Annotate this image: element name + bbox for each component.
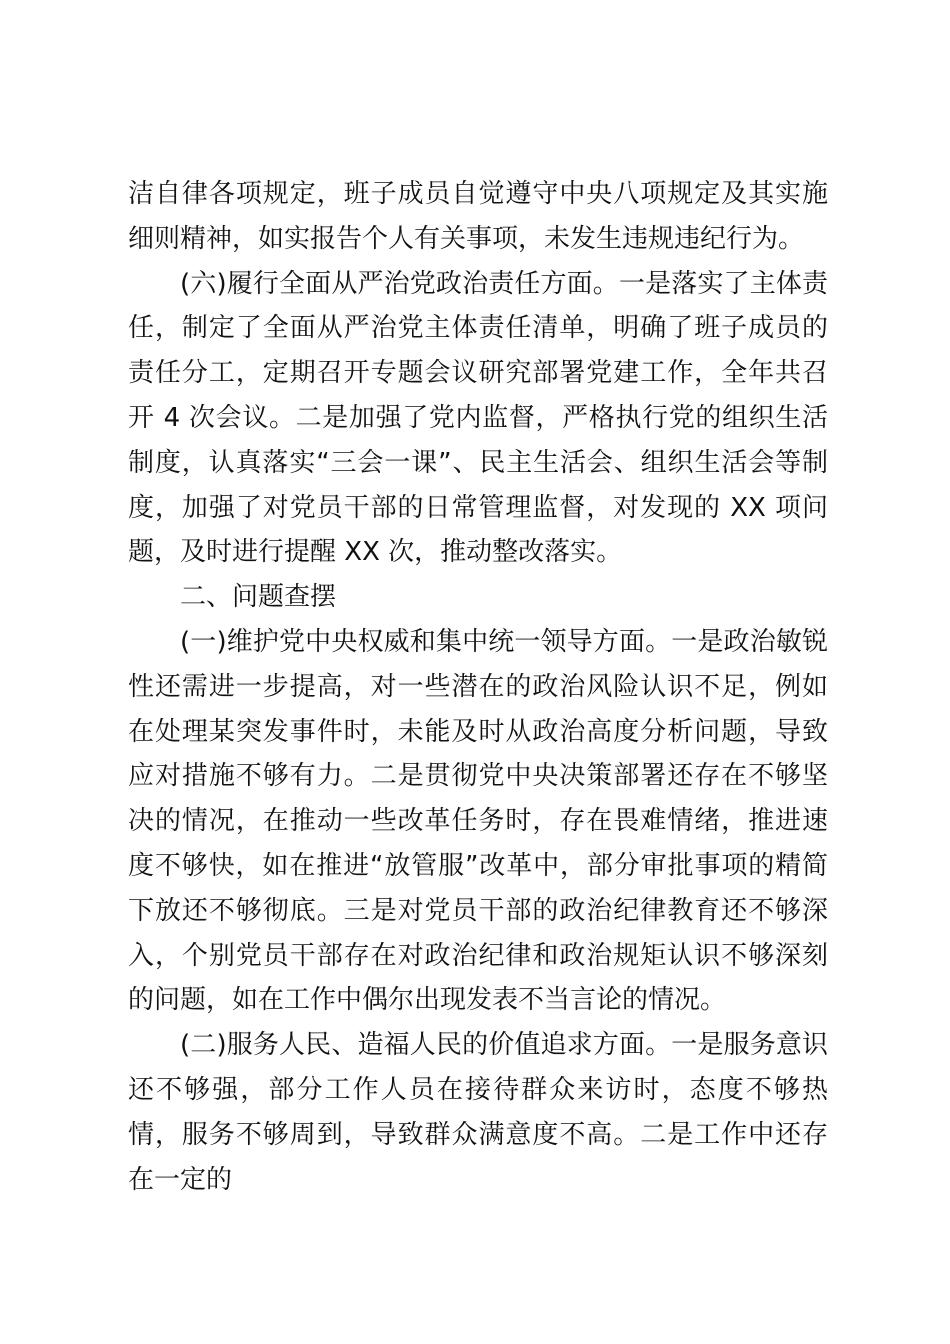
paragraph-section-six: (六)履行全面从严治党政治责任方面。一是落实了主体责任，制定了全面从严治党主体责任清单，明确了班子成员的责任分工，定期召开专题会议研究部署党建工作，全年共召开 4 次会议。二是加强了党内监督，严格执行党的组织生活制度，认真落实“三会一课”、民主生活会、组织生活会等制度，加强了对党员干部的日常管理监督，对发现的 XX 项问题，及时进行提醒 XX 次，推动整改落实。 bbox=[128, 268, 828, 568]
document-body bbox=[128, 172, 828, 1202]
paragraph-subsection-one: (一)维护党中央权威和集中统一领导方面。一是政治敏锐性还需进一步提高，对一些潜在的政治风险认识不足，例如在处理某突发事件时，未能及时从政治高度分析问题，导致应对措施不够有力。二是贯彻党中央决策部署还存在不够坚决的情况，在推动一些改革任务时，存在畏难情绪，推进速度不够快，如在推进“放管服”改革中，部分审批事项的精简下放还不够彻底。三是对党员干部的政治纪律教育还不够深入，个别党员干部存在对政治纪律和政治规矩认识不够深刻的问题，如在工作中偶尔出现发表不当言论的情况。 bbox=[128, 626, 828, 1016]
section-heading-problems: 二、问题查摆 bbox=[180, 582, 337, 613]
paragraph-continuation: 洁自律各项规定，班子成员自觉遵守中央八项规定及其实施细则精神，如实报告个人有关事项，未发生违规违纪行为。 bbox=[128, 179, 828, 254]
paragraph-subsection-two: (二)服务人民、造福人民的价值追求方面。一是服务意识还不够强，部分工作人员在接待群众来访时，态度不够热情，服务不够周到，导致群众满意度不高。二是工作中还存在一定的 bbox=[128, 1030, 828, 1195]
